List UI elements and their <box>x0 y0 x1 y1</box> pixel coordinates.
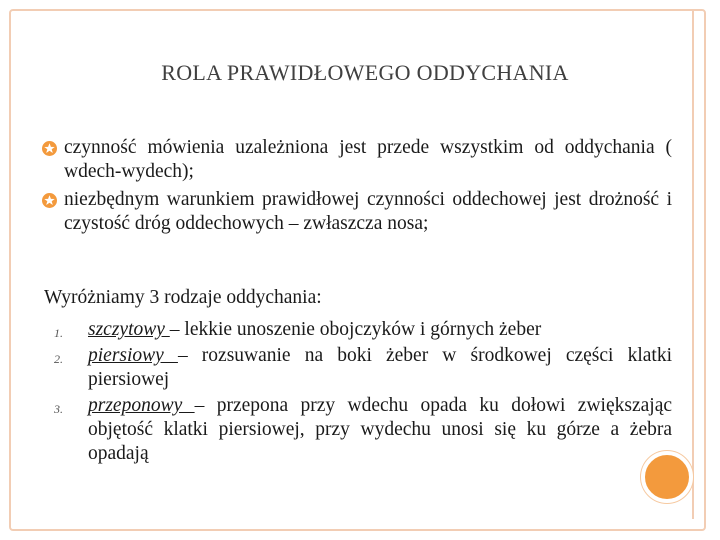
list-number: 3. <box>54 402 63 416</box>
bullet-text: czynność mówienia uzależniona jest przede wszystkim od oddychania ( wdech-wydech); <box>64 137 672 182</box>
bullet-item <box>44 136 672 184</box>
list-item <box>44 344 672 392</box>
slide-frame-vertical-line <box>692 11 694 519</box>
slide-title: ROLA PRAWIDŁOWEGO ODDYCHANIA <box>161 60 569 85</box>
list-item <box>44 394 672 466</box>
breathing-type-term: szczytowy <box>88 319 170 340</box>
breathing-type-description: – przepona przy wdechu opada ku dołowi zwiększając objętość klatki piersiowej, przy wydechu unosi się ku górze a żebra opadają <box>88 395 672 464</box>
star-bullet-icon <box>42 141 57 156</box>
breathing-type-term: piersiowy <box>88 345 178 366</box>
breathing-type-description: – lekkie unoszenie obojczyków i górnych żeber <box>169 319 542 340</box>
list-number: 2. <box>54 352 63 366</box>
list-number: 1. <box>54 326 63 340</box>
bullet-list <box>44 136 672 236</box>
numbered-list <box>44 318 672 466</box>
breathing-type-term: przeponowy <box>88 395 195 416</box>
bullet-text: niezbędnym warunkiem prawidłowej czynności oddechowej jest drożność i czystość dróg oddechowych – zwłaszcza nosa; <box>64 189 672 234</box>
star-bullet-icon <box>42 193 57 208</box>
breathing-type-description: – rozsuwanie na boki żeber w środkowej części klatki piersiowej <box>88 345 672 390</box>
decorative-orange-circle <box>641 451 693 503</box>
intro-text: Wyróżniamy 3 rodzaje oddychania: <box>44 287 322 308</box>
bullet-item <box>44 188 672 236</box>
list-item <box>44 318 672 342</box>
